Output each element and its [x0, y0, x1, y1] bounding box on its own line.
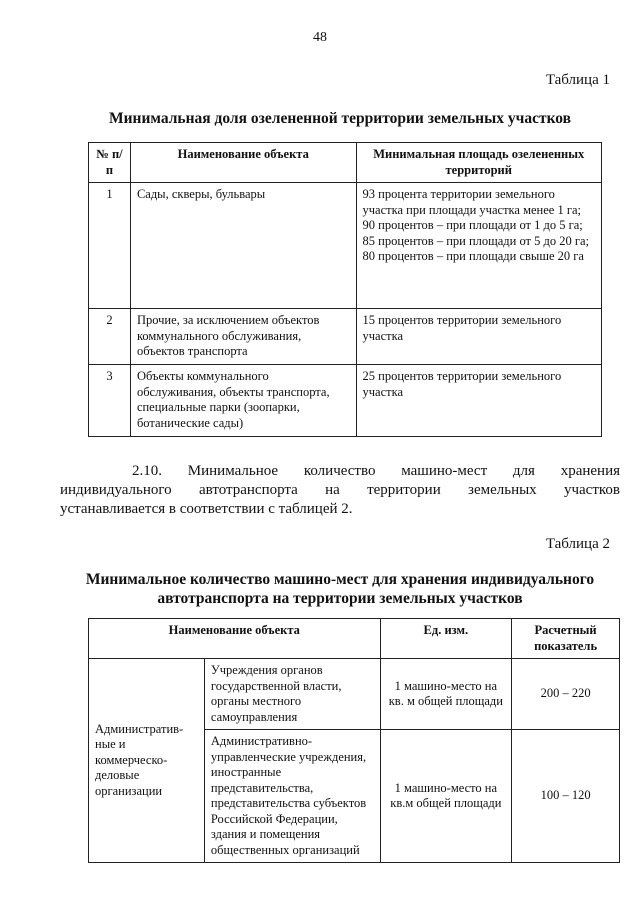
- row-name: Прочие, за исключением объектов коммунального обслуживания, объектов транспорта: [130, 309, 356, 365]
- table1-caption: Таблица 1: [545, 72, 610, 88]
- row-value: 100 – 120: [512, 730, 620, 863]
- page-number: 48: [313, 30, 327, 45]
- area-line: 80 процентов – при площади свыше 20 га: [362, 249, 584, 263]
- row-name: Учреждения органов государственной власти, органы местного самоуправления: [204, 659, 380, 730]
- area-line: 93 процента территории земельного участка при площади участка менее 1 га;: [362, 187, 581, 217]
- row-num: 1: [89, 183, 131, 309]
- table-row: [89, 365, 602, 437]
- table2-header-name: Наименование объекта: [89, 619, 381, 659]
- table1-header-num: № п/п: [89, 143, 131, 183]
- area-line: 90 процентов – при площади от 1 до 5 га;: [362, 218, 583, 232]
- table-row: [89, 183, 602, 309]
- table-row: [89, 659, 620, 730]
- area-line: 85 процентов – при площади от 5 до 20 га;: [362, 233, 590, 248]
- row-area: [356, 365, 602, 437]
- area-line: 15 процентов территории земельного участка: [362, 313, 562, 343]
- row-name: Объекты коммунального обслуживания, объекты транспорта, специальные парки (зоопарки, ботанические сады): [130, 365, 356, 437]
- table1: [88, 142, 602, 437]
- table-row: [89, 309, 602, 365]
- row-name: Сады, скверы, бульвары: [130, 183, 356, 309]
- row-num: 3: [89, 365, 131, 437]
- row-num: 2: [89, 309, 131, 365]
- row-area: [356, 309, 602, 365]
- row-name: Административно-управленческие учреждения, иностранные представительства, представительства субъектов Российской Федерации, здания и помещения общественных организаций: [204, 730, 380, 863]
- row-unit: 1 машино-место на кв.м общей площади: [380, 730, 512, 863]
- table2-caption: Таблица 2: [545, 536, 610, 552]
- row-area: [356, 183, 602, 309]
- table1-header-name: Наименование объекта: [130, 143, 356, 183]
- table2-header-row: [89, 619, 620, 659]
- row-unit: 1 машино-место на кв. м общей площади: [380, 659, 512, 730]
- table2: [88, 618, 620, 863]
- table2-header-unit: Ед. изм.: [380, 619, 512, 659]
- area-line: 25 процентов территории земельного участка: [362, 369, 562, 399]
- paragraph-line: индивидуального автотранспорта на территории земельных участков: [60, 482, 620, 498]
- table2-header-value: Расчетный показатель: [512, 619, 620, 659]
- table1-title: Минимальная доля озелененной территории земельных участков: [108, 110, 572, 127]
- table2-title: Минимальное количество машино-мест для хранения индивидуального автотранспорта на территории земельных участков: [85, 571, 595, 607]
- table1-header-area: Минимальная площадь озелененных территорий: [356, 143, 602, 183]
- group-name: Административ-ные и коммерческо-деловые организации: [89, 659, 205, 863]
- table1-header-row: [89, 143, 602, 183]
- paragraph-line: 2.10. Минимальное количество машино-мест для хранения: [132, 463, 620, 479]
- paragraph-2-10: [60, 462, 620, 519]
- paragraph-line: устанавливается в соответствии с таблицей 2.: [60, 501, 353, 517]
- row-value: 200 – 220: [512, 659, 620, 730]
